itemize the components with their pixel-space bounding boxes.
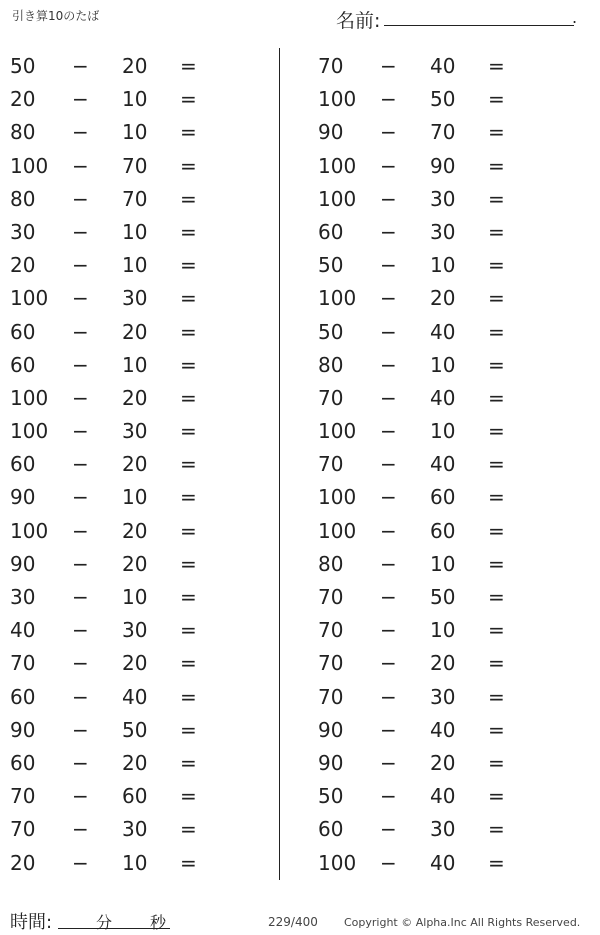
subtrahend: 10 [122, 850, 148, 875]
minuend: 70 [10, 651, 36, 676]
minus-sign: − [72, 452, 89, 477]
equals-sign: = [180, 750, 197, 775]
subtrahend: 30 [430, 684, 456, 709]
minus-sign: − [380, 186, 397, 211]
minuend: 60 [10, 750, 36, 775]
minuend: 100 [318, 419, 357, 444]
minuend: 60 [318, 219, 344, 244]
equals-sign: = [180, 186, 197, 211]
subtrahend: 50 [430, 585, 456, 609]
minus-sign: − [380, 352, 397, 377]
equals-sign: = [488, 87, 505, 112]
subtrahend: 20 [122, 651, 148, 676]
minuend: 90 [10, 717, 36, 742]
minus-sign: − [380, 684, 397, 709]
equals-sign: = [488, 717, 505, 742]
equals-sign: = [180, 518, 197, 543]
subtrahend: 20 [122, 319, 148, 344]
equals-sign: = [488, 385, 505, 410]
minuend: 80 [318, 352, 344, 377]
subtrahend: 20 [122, 385, 148, 410]
subtrahend: 20 [122, 551, 148, 576]
subtrahend: 60 [430, 518, 456, 543]
subtrahend: 50 [430, 87, 456, 112]
minuend: 100 [10, 518, 49, 543]
name-input-line [384, 25, 574, 26]
minus-sign: − [380, 784, 397, 809]
equals-sign: = [180, 54, 197, 78]
minuend: 70 [318, 452, 344, 477]
subtrahend: 20 [122, 452, 148, 477]
minus-sign: − [72, 153, 89, 178]
minuend: 80 [318, 551, 344, 576]
minus-sign: − [72, 551, 89, 576]
subtrahend: 40 [430, 850, 456, 875]
minus-sign: − [72, 784, 89, 809]
subtrahend: 40 [122, 684, 148, 709]
subtrahend: 10 [122, 87, 148, 112]
minuend: 50 [318, 784, 344, 809]
subtrahend: 30 [122, 286, 148, 311]
equals-sign: = [180, 850, 197, 875]
subtrahend: 50 [122, 717, 148, 742]
minuend: 30 [10, 219, 36, 244]
minus-sign: − [72, 319, 89, 344]
minuend: 100 [318, 286, 357, 311]
equals-sign: = [488, 352, 505, 377]
minuend: 80 [10, 186, 36, 211]
subtrahend: 40 [430, 385, 456, 410]
subtrahend: 10 [122, 585, 148, 609]
column-divider [279, 48, 280, 880]
minuend: 60 [318, 817, 344, 842]
equals-sign: = [180, 452, 197, 477]
minuend: 70 [318, 54, 344, 78]
minus-sign: − [72, 219, 89, 244]
subtrahend: 30 [122, 419, 148, 444]
minuend: 90 [10, 551, 36, 576]
subtrahend: 10 [430, 419, 456, 444]
minus-sign: − [72, 253, 89, 278]
subtrahend: 20 [122, 750, 148, 775]
equals-sign: = [180, 551, 197, 576]
equals-sign: = [180, 385, 197, 410]
minuend: 90 [318, 120, 344, 145]
subtrahend: 20 [430, 286, 456, 311]
subtrahend: 40 [430, 717, 456, 742]
minus-sign: − [72, 87, 89, 112]
equals-sign: = [180, 87, 197, 112]
equals-sign: = [180, 419, 197, 444]
subtrahend: 10 [122, 120, 148, 145]
equals-sign: = [488, 253, 505, 278]
minuend: 100 [10, 153, 49, 178]
subtrahend: 70 [122, 186, 148, 211]
subtrahend: 20 [430, 651, 456, 676]
equals-sign: = [488, 54, 505, 78]
minus-sign: − [72, 651, 89, 676]
minus-sign: − [380, 651, 397, 676]
minuend: 60 [10, 452, 36, 477]
minus-sign: − [380, 153, 397, 178]
minutes-label: 分 [96, 913, 113, 932]
minus-sign: − [72, 485, 89, 510]
subtrahend: 70 [430, 120, 456, 145]
equals-sign: = [488, 452, 505, 477]
equals-sign: = [488, 651, 505, 676]
subtrahend: 10 [122, 219, 148, 244]
equals-sign: = [180, 651, 197, 676]
minuend: 50 [318, 319, 344, 344]
minuend: 70 [318, 651, 344, 676]
minuend: 70 [318, 684, 344, 709]
subtrahend: 40 [430, 784, 456, 809]
minus-sign: − [72, 618, 89, 643]
minus-sign: − [380, 717, 397, 742]
equals-sign: = [488, 120, 505, 145]
minuend: 70 [318, 618, 344, 643]
minus-sign: − [380, 518, 397, 543]
minus-sign: − [380, 817, 397, 842]
page-number: 229/400 [268, 915, 318, 929]
minuend: 100 [318, 87, 357, 112]
minuend: 40 [10, 618, 36, 643]
minuend: 70 [10, 784, 36, 809]
minuend: 100 [10, 286, 49, 311]
subtrahend: 10 [430, 253, 456, 278]
minus-sign: − [380, 850, 397, 875]
equals-sign: = [488, 684, 505, 709]
subtrahend: 10 [122, 485, 148, 510]
equals-sign: = [488, 153, 505, 178]
minus-sign: − [380, 585, 397, 609]
equals-sign: = [488, 850, 505, 875]
minus-sign: − [72, 286, 89, 311]
equals-sign: = [180, 817, 197, 842]
minus-sign: − [380, 618, 397, 643]
subtrahend: 60 [122, 784, 148, 809]
name-label: 名前: [336, 10, 381, 32]
minus-sign: − [72, 120, 89, 145]
subtrahend: 10 [122, 352, 148, 377]
subtrahend: 30 [122, 618, 148, 643]
minuend: 100 [318, 850, 357, 875]
subtrahend: 10 [122, 253, 148, 278]
minuend: 100 [318, 485, 357, 510]
minus-sign: − [72, 352, 89, 377]
subtrahend: 40 [430, 319, 456, 344]
name-dot: . [572, 8, 578, 27]
subtrahend: 30 [122, 817, 148, 842]
minus-sign: − [380, 385, 397, 410]
minuend: 70 [318, 585, 344, 609]
subtrahend: 60 [430, 485, 456, 510]
minus-sign: − [72, 385, 89, 410]
subtrahend: 70 [122, 153, 148, 178]
equals-sign: = [180, 352, 197, 377]
minus-sign: − [380, 253, 397, 278]
minus-sign: − [72, 817, 89, 842]
minuend: 100 [10, 419, 49, 444]
minus-sign: − [72, 54, 89, 78]
minuend: 90 [10, 485, 36, 510]
equals-sign: = [488, 319, 505, 344]
seconds-label: 秒 [150, 913, 167, 932]
minus-sign: − [380, 286, 397, 311]
equals-sign: = [488, 618, 505, 643]
minus-sign: − [380, 419, 397, 444]
equals-sign: = [180, 319, 197, 344]
equals-sign: = [180, 153, 197, 178]
minus-sign: − [72, 850, 89, 875]
minus-sign: − [380, 87, 397, 112]
equals-sign: = [180, 120, 197, 145]
minuend: 50 [318, 253, 344, 278]
minus-sign: − [72, 585, 89, 609]
subtrahend: 10 [430, 618, 456, 643]
minuend: 30 [10, 585, 36, 609]
minuend: 50 [10, 54, 36, 78]
equals-sign: = [488, 286, 505, 311]
minus-sign: − [72, 717, 89, 742]
equals-sign: = [488, 817, 505, 842]
equals-sign: = [488, 186, 505, 211]
equals-sign: = [180, 485, 197, 510]
minus-sign: − [72, 518, 89, 543]
minuend: 80 [10, 120, 36, 145]
minuend: 100 [318, 186, 357, 211]
minus-sign: − [380, 120, 397, 145]
subtrahend: 20 [122, 518, 148, 543]
minuend: 20 [10, 87, 36, 112]
equals-sign: = [180, 618, 197, 643]
equals-sign: = [488, 784, 505, 809]
minuend: 60 [10, 319, 36, 344]
equals-sign: = [488, 585, 505, 609]
equals-sign: = [488, 518, 505, 543]
minus-sign: − [380, 54, 397, 78]
minus-sign: − [380, 452, 397, 477]
subtrahend: 30 [430, 817, 456, 842]
subtrahend: 40 [430, 54, 456, 78]
subtrahend: 20 [122, 54, 148, 78]
equals-sign: = [180, 286, 197, 311]
minus-sign: − [72, 186, 89, 211]
equals-sign: = [488, 750, 505, 775]
equals-sign: = [488, 219, 505, 244]
minuend: 90 [318, 750, 344, 775]
subtrahend: 30 [430, 186, 456, 211]
equals-sign: = [180, 253, 197, 278]
subtrahend: 10 [430, 352, 456, 377]
subtrahend: 90 [430, 153, 456, 178]
minuend: 100 [318, 153, 357, 178]
minuend: 60 [10, 352, 36, 377]
equals-sign: = [488, 485, 505, 510]
equals-sign: = [180, 585, 197, 609]
subtrahend: 20 [430, 750, 456, 775]
minus-sign: − [380, 219, 397, 244]
minuend: 60 [10, 684, 36, 709]
minus-sign: − [72, 750, 89, 775]
equals-sign: = [488, 419, 505, 444]
minus-sign: − [380, 319, 397, 344]
minus-sign: − [72, 419, 89, 444]
copyright-notice: Copyright © Alpha.Inc All Rights Reserved. [344, 916, 581, 929]
minuend: 20 [10, 253, 36, 278]
equals-sign: = [180, 684, 197, 709]
subtrahend: 10 [430, 551, 456, 576]
equals-sign: = [488, 551, 505, 576]
subtrahend: 40 [430, 452, 456, 477]
subtrahend: 30 [430, 219, 456, 244]
minus-sign: − [380, 551, 397, 576]
minuend: 20 [10, 850, 36, 875]
minus-sign: − [380, 485, 397, 510]
minuend: 100 [318, 518, 357, 543]
time-label: 時間: [10, 912, 53, 933]
equals-sign: = [180, 784, 197, 809]
minus-sign: − [72, 684, 89, 709]
minuend: 70 [318, 385, 344, 410]
equals-sign: = [180, 219, 197, 244]
worksheet-title: 引き算10のたば [12, 9, 100, 23]
minuend: 70 [10, 817, 36, 842]
equals-sign: = [180, 717, 197, 742]
minuend: 100 [10, 385, 49, 410]
minus-sign: − [380, 750, 397, 775]
minuend: 90 [318, 717, 344, 742]
